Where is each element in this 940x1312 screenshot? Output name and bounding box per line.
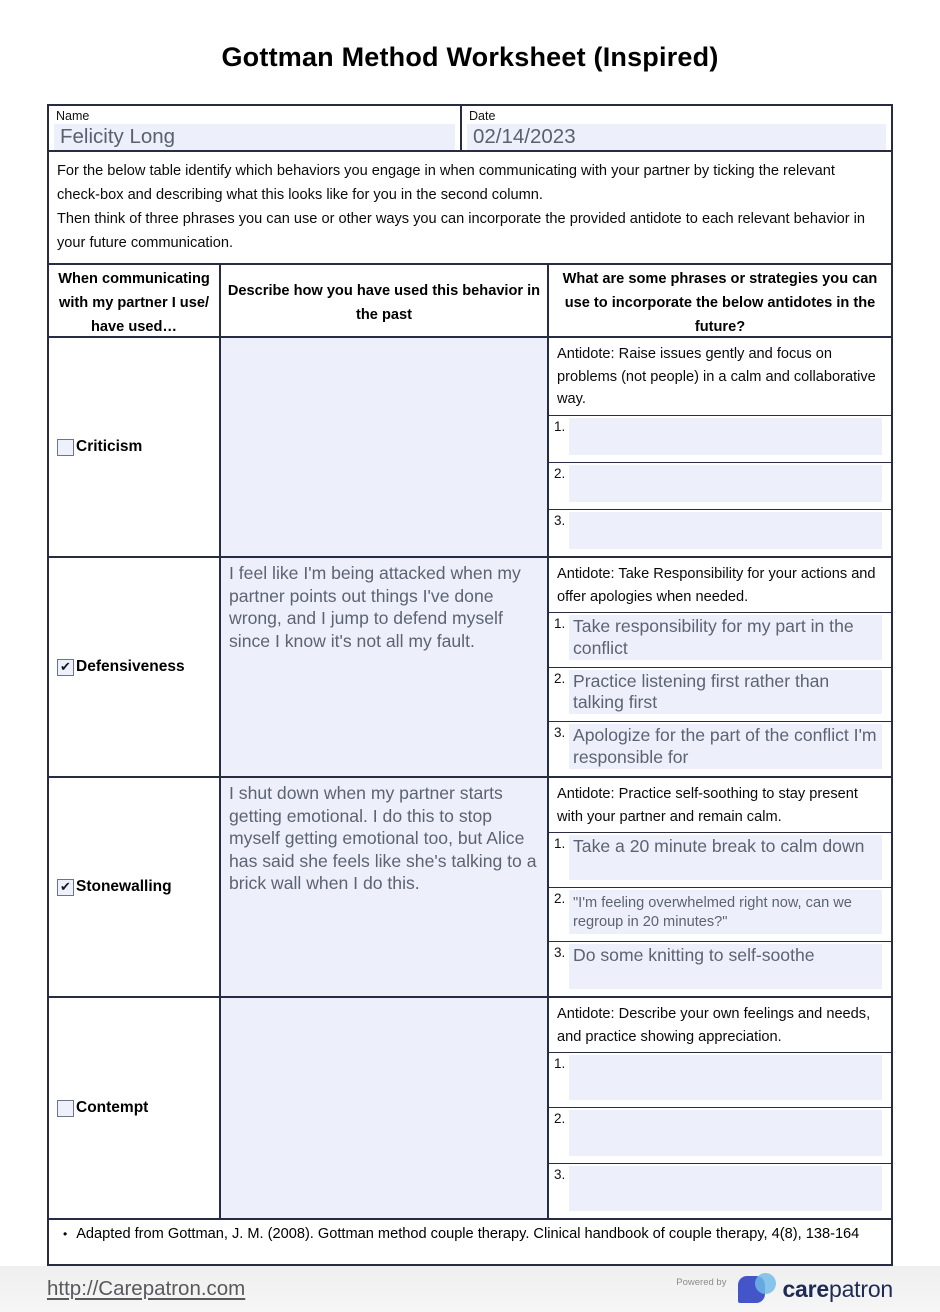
carepatron-wordmark (782, 1276, 893, 1303)
strategy-number: 2. (554, 670, 566, 686)
strategy-cell (549, 1053, 891, 1108)
strategy-cell (549, 463, 891, 510)
citation-text: Adapted from Gottman, J. M. (2008). Gottman method couple therapy. Clinical handbook of couple therapy, 4(8), 138-164 (76, 1226, 860, 1242)
stonewalling-checkbox[interactable]: ✔ (57, 879, 74, 896)
powered-by-block (676, 1273, 893, 1306)
criticism-antidote-text: Antidote: Raise issues gently and focus on problems (not people) in a calm and collaborative way. (549, 338, 891, 416)
worksheet-body (47, 104, 893, 1220)
date-label: Date (469, 109, 496, 123)
defensiveness-description-input[interactable]: I feel like I'm being attacked when my partner points out things I've done wrong, and I jump to defend myself since I know it's not all my fault. (219, 558, 547, 776)
header-strategies: What are some phrases or strategies you can use to incorporate the below antidotes in the future? (547, 265, 891, 341)
behavior-cell-defensiveness (49, 558, 219, 776)
contempt-strategy-3-input[interactable] (569, 1166, 882, 1211)
strategy-cell (549, 510, 891, 556)
brand-regular: patron (828, 1275, 893, 1302)
name-cell (49, 106, 460, 150)
strategy-cell (549, 888, 891, 943)
strategy-cell (549, 613, 891, 668)
page-footer (0, 1266, 940, 1312)
criticism-checkbox[interactable] (57, 439, 74, 456)
brand-bold: care (782, 1275, 829, 1302)
criticism-antidote-column (547, 338, 891, 556)
behavior-cell-criticism (49, 338, 219, 556)
criticism-strategy-3-input[interactable] (569, 512, 882, 549)
contempt-label: Contempt (76, 1099, 149, 1116)
table-row-defensiveness (49, 558, 891, 778)
strategy-number: 2. (554, 890, 566, 906)
strategy-number: 2. (554, 1111, 566, 1127)
table-row-contempt (49, 998, 891, 1218)
stonewalling-description-input[interactable]: I shut down when my partner starts getting emotional. I do this to stop myself getting emotional too, but Alice has said she feels like she's talking to a brick wall when I do this. (219, 778, 547, 996)
logo-bubble-light (755, 1273, 776, 1294)
contempt-strategy-2-input[interactable] (569, 1110, 882, 1155)
defensiveness-strategy-2-input[interactable]: Practice listening first rather than talking first (569, 670, 882, 715)
defensiveness-strategy-1-input[interactable]: Take responsibility for my part in the conflict (569, 615, 882, 660)
name-input[interactable]: Felicity Long (54, 124, 455, 150)
date-cell (460, 106, 891, 150)
stonewalling-strategy-2-input[interactable]: "I'm feeling overwhelmed right now, can we regroup in 20 minutes?" (569, 890, 882, 935)
name-label: Name (56, 109, 90, 123)
name-date-row (49, 106, 891, 152)
stonewalling-label: Stonewalling (76, 878, 172, 895)
strategy-cell (549, 416, 891, 463)
contempt-strategy-1-input[interactable] (569, 1055, 882, 1100)
strategy-cell (549, 722, 891, 776)
strategy-number: 2. (554, 465, 566, 481)
defensiveness-strategy-3-input[interactable]: Apologize for the part of the conflict I'm responsible for (569, 724, 882, 769)
contempt-checkbox[interactable] (57, 1100, 74, 1117)
criticism-description-input[interactable] (219, 338, 547, 556)
header-behavior: When communicating with my partner I use/ have used… (58, 271, 210, 335)
table-header-row (49, 265, 891, 338)
criticism-strategy-1-input[interactable] (569, 418, 882, 455)
defensiveness-checkbox[interactable]: ✔ (57, 659, 74, 676)
instructions-para-2: Then think of three phrases you can use or other ways you can incorporate the provided antidote to each relevant behavior in your future communication. (57, 211, 866, 251)
behavior-cell-contempt (49, 998, 219, 1218)
citation-bullet: • (63, 1227, 68, 1241)
carepatron-link[interactable]: http://Carepatron.com (47, 1277, 246, 1300)
stonewalling-strategy-3-input[interactable]: Do some knitting to self-soothe (569, 944, 882, 989)
instructions (49, 152, 891, 265)
criticism-label: Criticism (76, 438, 143, 455)
citation (49, 1218, 891, 1264)
instructions-para-1: For the below table identify which behaviors you engage in when communicating with your partner by ticking the relevant check-box and describing what this looks like for you in the second column. (57, 163, 835, 203)
defensiveness-antidote-text: Antidote: Take Responsibility for your actions and offer apologies when needed. (549, 558, 891, 613)
defensiveness-label: Defensiveness (76, 658, 185, 675)
header-description: Describe how you have used this behavior in the past (219, 265, 547, 341)
strategy-number: 3. (554, 1166, 566, 1182)
strategy-number: 1. (554, 836, 566, 851)
stonewalling-antidote-text: Antidote: Practice self-soothing to stay present with your partner and remain calm. (549, 778, 891, 833)
defensiveness-antidote-column (547, 558, 891, 776)
citation-box (47, 1218, 893, 1266)
date-input[interactable]: 02/14/2023 (467, 124, 886, 150)
strategy-cell (549, 942, 891, 996)
strategy-number: 3. (554, 512, 566, 528)
contempt-antidote-text: Antidote: Describe your own feelings and needs, and practice showing appreciation. (549, 998, 891, 1053)
strategy-number: 1. (554, 1056, 566, 1071)
table-row-stonewalling (49, 778, 891, 998)
table-row-criticism (49, 338, 891, 558)
page-title: Gottman Method Worksheet (Inspired) (221, 42, 719, 72)
strategy-cell (549, 668, 891, 723)
strategy-number: 1. (554, 418, 566, 434)
strategy-number: 3. (554, 725, 566, 741)
strategy-cell (549, 1164, 891, 1218)
behavior-cell-stonewalling (49, 778, 219, 996)
strategy-number: 1. (554, 616, 566, 631)
strategy-number: 3. (554, 945, 566, 961)
strategy-cell (549, 833, 891, 888)
contempt-description-input[interactable] (219, 998, 547, 1218)
powered-by-label: Powered by (676, 1276, 727, 1288)
stonewalling-antidote-column (547, 778, 891, 996)
contempt-antidote-column (547, 998, 891, 1218)
carepatron-logo-icon (738, 1273, 778, 1306)
criticism-strategy-2-input[interactable] (569, 465, 882, 502)
stonewalling-strategy-1-input[interactable]: Take a 20 minute break to calm down (569, 835, 882, 880)
strategy-cell (549, 1108, 891, 1163)
